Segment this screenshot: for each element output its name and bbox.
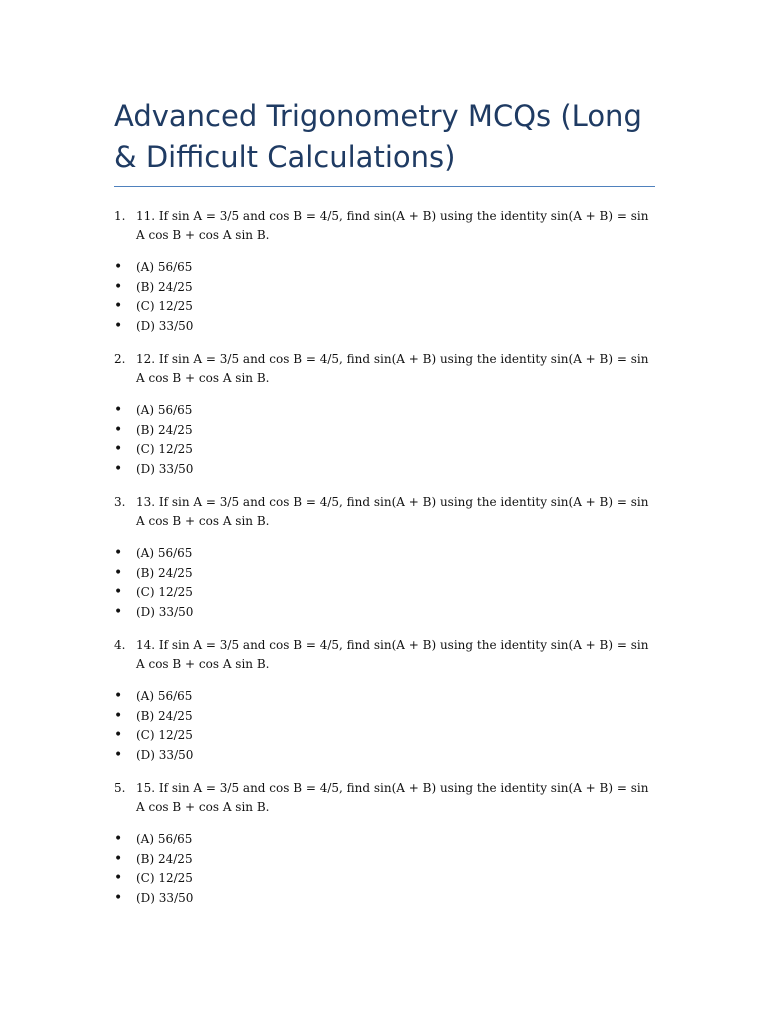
question-text: 14. If sin A = 3/5 and cos B = 4/5, find sin(A + B) using the identity sin(A + B) = sin A cos B + cos A sin B. — [136, 638, 649, 671]
bullet-icon: • — [114, 688, 123, 704]
option-item — [114, 746, 655, 766]
option-item — [114, 278, 655, 298]
option-item — [114, 869, 655, 889]
question-number: 1. — [114, 209, 126, 223]
option-item — [114, 830, 655, 850]
bullet-icon: • — [114, 850, 123, 867]
option-label: (B) 24/25 — [136, 708, 193, 723]
bullet-icon: • — [114, 584, 123, 600]
option-item — [114, 583, 655, 603]
option-item — [114, 440, 655, 460]
bullet-icon: • — [114, 441, 123, 457]
option-list — [114, 830, 655, 908]
bullet-icon: • — [114, 259, 123, 275]
option-item — [114, 297, 655, 317]
bullet-icon: • — [114, 831, 123, 847]
option-item — [114, 421, 655, 441]
option-label: (C) 12/25 — [136, 871, 193, 885]
question-text: 11. If sin A = 3/5 and cos B = 4/5, find sin(A + B) using the identity sin(A + B) = sin A cos B + cos A sin B. — [136, 209, 649, 242]
option-list — [114, 401, 655, 479]
option-label: (D) 33/50 — [136, 461, 194, 476]
question-number: 4. — [114, 638, 126, 652]
option-item — [114, 544, 655, 564]
question-item — [114, 350, 655, 479]
option-item — [114, 401, 655, 421]
option-item — [114, 317, 655, 337]
question-item — [114, 636, 655, 765]
bullet-icon: • — [114, 746, 123, 763]
option-label: (A) 56/65 — [136, 832, 193, 846]
option-label: (B) 24/25 — [136, 565, 193, 580]
question-list — [114, 207, 655, 908]
question-item — [114, 779, 655, 908]
option-item — [114, 460, 655, 480]
option-item — [114, 889, 655, 909]
option-label: (B) 24/25 — [136, 851, 193, 866]
bullet-icon: • — [114, 870, 123, 886]
question-number: 3. — [114, 495, 126, 509]
option-label: (B) 24/25 — [136, 422, 193, 437]
question-number: 2. — [114, 352, 126, 366]
option-label: (D) 33/50 — [136, 890, 194, 905]
option-item — [114, 707, 655, 727]
question-text: 13. If sin A = 3/5 and cos B = 4/5, find sin(A + B) using the identity sin(A + B) = sin A cos B + cos A sin B. — [136, 495, 649, 528]
option-item — [114, 603, 655, 623]
question-number: 5. — [114, 781, 126, 795]
option-label: (C) 12/25 — [136, 299, 193, 313]
option-label: (A) 56/65 — [136, 403, 193, 417]
question-item — [114, 207, 655, 336]
bullet-icon: • — [114, 298, 123, 314]
bullet-icon: • — [114, 545, 123, 561]
document-title: Advanced Trigonometry MCQs (Long & Difficult Calculations) — [114, 96, 655, 187]
document-page — [114, 96, 655, 922]
option-label: (B) 24/25 — [136, 279, 193, 294]
option-label: (A) 56/65 — [136, 260, 193, 274]
option-item — [114, 726, 655, 746]
bullet-icon: • — [114, 603, 123, 620]
option-item — [114, 564, 655, 584]
question-item — [114, 493, 655, 622]
option-label: (C) 12/25 — [136, 728, 193, 742]
bullet-icon: • — [114, 564, 123, 581]
bullet-icon: • — [114, 278, 123, 295]
option-label: (A) 56/65 — [136, 689, 193, 703]
bullet-icon: • — [114, 421, 123, 438]
bullet-icon: • — [114, 727, 123, 743]
bullet-icon: • — [114, 460, 123, 477]
bullet-icon: • — [114, 707, 123, 724]
option-list — [114, 258, 655, 336]
option-label: (C) 12/25 — [136, 585, 193, 599]
option-label: (D) 33/50 — [136, 747, 194, 762]
option-item — [114, 258, 655, 278]
option-label: (C) 12/25 — [136, 442, 193, 456]
option-label: (A) 56/65 — [136, 546, 193, 560]
option-item — [114, 850, 655, 870]
question-text: 12. If sin A = 3/5 and cos B = 4/5, find sin(A + B) using the identity sin(A + B) = sin A cos B + cos A sin B. — [136, 352, 649, 385]
option-label: (D) 33/50 — [136, 604, 194, 619]
option-item — [114, 687, 655, 707]
question-text: 15. If sin A = 3/5 and cos B = 4/5, find sin(A + B) using the identity sin(A + B) = sin A cos B + cos A sin B. — [136, 781, 649, 814]
option-list — [114, 544, 655, 622]
option-list — [114, 687, 655, 765]
bullet-icon: • — [114, 402, 123, 418]
bullet-icon: • — [114, 889, 123, 906]
bullet-icon: • — [114, 317, 123, 334]
option-label: (D) 33/50 — [136, 318, 194, 333]
